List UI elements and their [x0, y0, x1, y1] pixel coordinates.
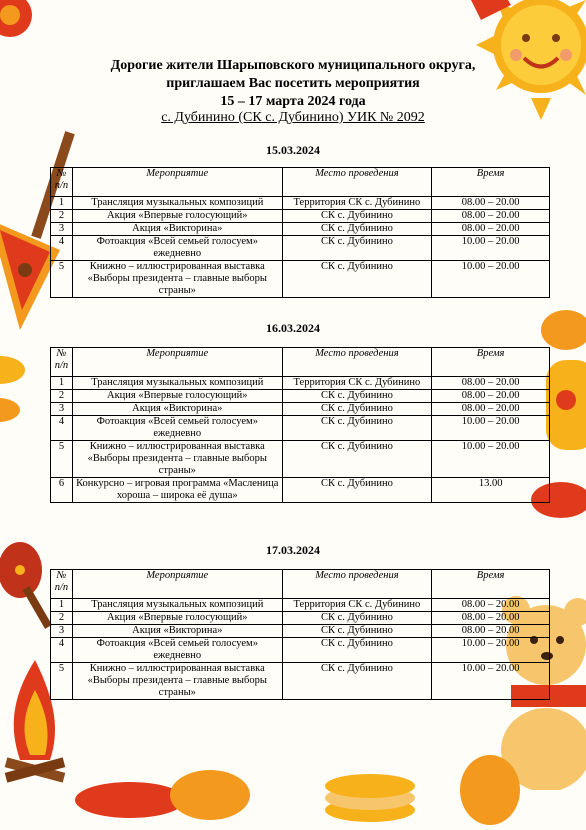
- row-time: 08.00 – 20.00: [432, 625, 550, 638]
- day-3-schedule-table: [50, 569, 550, 700]
- day-1-date: 15.03.2024: [266, 143, 320, 157]
- row-place: Территория СК с. Дубинино: [282, 377, 432, 390]
- row-event: Книжно – иллюстрированная выставка «Выборы президента – главные выборы страны»: [72, 261, 282, 298]
- row-num: 1: [51, 599, 73, 612]
- row-time: 10.00 – 20.00: [432, 416, 550, 441]
- row-num: 5: [51, 441, 73, 478]
- row-place: СК с. Дубинино: [282, 416, 432, 441]
- row-event: Фотоакция «Всей семьей голосуем» ежедневно: [72, 638, 282, 663]
- table-row: [51, 663, 550, 700]
- row-time: 10.00 – 20.00: [432, 236, 550, 261]
- table-row: [51, 197, 550, 210]
- maslenitsa-food-illustration: [70, 740, 550, 830]
- header-time: Время: [432, 570, 550, 599]
- row-event: Акция «Впервые голосующий»: [72, 210, 282, 223]
- header-num: № п/п: [51, 168, 73, 197]
- table-row: [51, 441, 550, 478]
- table-row: [51, 403, 550, 416]
- row-time: 10.00 – 20.00: [432, 663, 550, 700]
- row-event: Книжно – иллюстрированная выставка «Выборы президента – главные выборы страны»: [72, 663, 282, 700]
- row-num: 5: [51, 663, 73, 700]
- table-header-row: [51, 348, 550, 377]
- row-num: 6: [51, 478, 73, 503]
- heading-line-3: 15 – 17 марта 2024 года: [220, 94, 366, 109]
- table-header-row: [51, 168, 550, 197]
- row-time: 10.00 – 20.00: [432, 638, 550, 663]
- header-place: Место проведения: [282, 168, 432, 197]
- row-num: 4: [51, 236, 73, 261]
- row-place: Территория СК с. Дубинино: [282, 599, 432, 612]
- row-place: СК с. Дубинино: [282, 403, 432, 416]
- day-3-date: 17.03.2024: [266, 543, 320, 557]
- header-place: Место проведения: [282, 570, 432, 599]
- row-place: СК с. Дубинино: [282, 390, 432, 403]
- row-place: СК с. Дубинино: [282, 625, 432, 638]
- leaf-ornament: [0, 330, 50, 450]
- table-row: [51, 478, 550, 503]
- heading-line-1: Дорогие жители Шарыповского муниципального округа,: [110, 58, 476, 73]
- row-num: 2: [51, 390, 73, 403]
- table-header-row: [51, 570, 550, 599]
- row-event: Фотоакция «Всей семьей голосуем» ежедневно: [72, 236, 282, 261]
- table-row: [51, 625, 550, 638]
- row-time: 10.00 – 20.00: [432, 261, 550, 298]
- day-1-schedule-table: [50, 167, 550, 298]
- row-place: СК с. Дубинино: [282, 638, 432, 663]
- header-time: Время: [432, 168, 550, 197]
- header-time: Время: [432, 348, 550, 377]
- row-time: 08.00 – 20.00: [432, 223, 550, 236]
- row-num: 4: [51, 416, 73, 441]
- table-row: [51, 638, 550, 663]
- row-num: 1: [51, 377, 73, 390]
- row-num: 3: [51, 223, 73, 236]
- header-place: Место проведения: [282, 348, 432, 377]
- row-event: Трансляция музыкальных композиций: [72, 599, 282, 612]
- row-place: СК с. Дубинино: [282, 261, 432, 298]
- table-row: [51, 416, 550, 441]
- table-row: [51, 210, 550, 223]
- row-event: Акция «Викторина»: [72, 625, 282, 638]
- row-event: Акция «Викторина»: [72, 223, 282, 236]
- row-time: 08.00 – 20.00: [432, 599, 550, 612]
- row-time: 10.00 – 20.00: [432, 441, 550, 478]
- row-event: Трансляция музыкальных композиций: [72, 377, 282, 390]
- row-place: СК с. Дубинино: [282, 210, 432, 223]
- row-place: СК с. Дубинино: [282, 236, 432, 261]
- row-time: 08.00 – 20.00: [432, 403, 550, 416]
- row-place: СК с. Дубинино: [282, 663, 432, 700]
- table-row: [51, 236, 550, 261]
- row-event: Конкурсно – игровая программа «Масленица хороша – широка её душа»: [72, 478, 282, 503]
- row-time: 08.00 – 20.00: [432, 197, 550, 210]
- row-time: 08.00 – 20.00: [432, 612, 550, 625]
- table-row: [51, 261, 550, 298]
- header-event: Мероприятие: [72, 168, 282, 197]
- row-event: Книжно – иллюстрированная выставка «Выборы президента – главные выборы страны»: [72, 441, 282, 478]
- row-num: 2: [51, 612, 73, 625]
- row-place: СК с. Дубинино: [282, 478, 432, 503]
- row-num: 5: [51, 261, 73, 298]
- table-row: [51, 223, 550, 236]
- table-row: [51, 390, 550, 403]
- invitation-heading: [60, 57, 526, 111]
- table-row: [51, 599, 550, 612]
- row-num: 4: [51, 638, 73, 663]
- row-num: 2: [51, 210, 73, 223]
- row-place: СК с. Дубинино: [282, 223, 432, 236]
- row-place: СК с. Дубинино: [282, 612, 432, 625]
- row-num: 3: [51, 625, 73, 638]
- row-time: 08.00 – 20.00: [432, 210, 550, 223]
- day-2-schedule-table: [50, 347, 550, 503]
- row-place: СК с. Дубинино: [282, 441, 432, 478]
- red-bird-illustration: [0, 0, 60, 50]
- venue-line: с. Дубинино (СК с. Дубинино) УИК № 2092: [161, 110, 425, 125]
- header-num: № п/п: [51, 570, 73, 599]
- row-time: 08.00 – 20.00: [432, 377, 550, 390]
- heading-line-2: приглашаем Вас посетить мероприятия: [166, 76, 420, 91]
- table-row: [51, 612, 550, 625]
- row-num: 3: [51, 403, 73, 416]
- row-event: Акция «Впервые голосующий»: [72, 390, 282, 403]
- row-time: 13.00: [432, 478, 550, 503]
- table-row: [51, 377, 550, 390]
- row-place: Территория СК с. Дубинино: [282, 197, 432, 210]
- row-event: Акция «Викторина»: [72, 403, 282, 416]
- row-event: Акция «Впервые голосующий»: [72, 612, 282, 625]
- row-event: Трансляция музыкальных композиций: [72, 197, 282, 210]
- header-num: № п/п: [51, 348, 73, 377]
- row-event: Фотоакция «Всей семьей голосуем» ежедневно: [72, 416, 282, 441]
- day-2-date: 16.03.2024: [266, 321, 320, 335]
- row-time: 08.00 – 20.00: [432, 390, 550, 403]
- header-event: Мероприятие: [72, 348, 282, 377]
- row-num: 1: [51, 197, 73, 210]
- header-event: Мероприятие: [72, 570, 282, 599]
